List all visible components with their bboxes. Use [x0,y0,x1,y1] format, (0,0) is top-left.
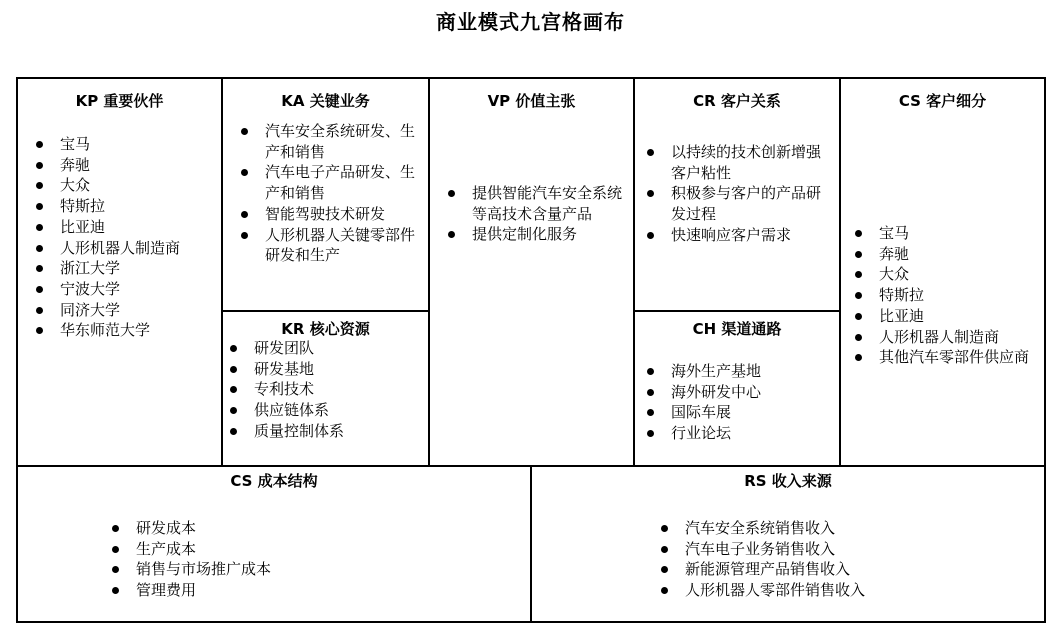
key-activities-list [239,121,423,266]
list-item: 研发成本 [110,518,410,539]
list-item: 人形机器人制造商 [34,238,219,259]
key-activities-title: KA 关键业务 [281,92,370,110]
list-item: 研发基地 [228,359,423,380]
channels-title: CH 渠道通路 [692,320,782,338]
key-partners-list [34,134,219,341]
customer-relationships-cell [635,79,839,310]
list-item: 销售与市场推广成本 [110,559,410,580]
value-proposition-title: VP 价值主张 [487,92,576,110]
list-item: 人形机器人关键零部件研发和生产 [239,225,423,266]
list-item: 人形机器人制造商 [853,327,1041,348]
key-resources-list [228,338,423,442]
revenue-streams-title: RS 收入来源 [744,472,832,490]
list-item: 汽车电子业务销售收入 [659,539,989,560]
list-item: 智能驾驶技术研发 [239,204,423,225]
list-item: 海外研发中心 [645,382,835,403]
value-proposition-cell [430,79,633,465]
key-partners-title: KP 重要伙伴 [75,92,164,110]
list-item: 汽车安全系统研发、生产和销售 [239,121,423,162]
grid-line-right [1044,77,1046,623]
list-item: 快速响应客户需求 [645,225,835,246]
list-item: 特斯拉 [34,196,219,217]
list-item: 研发团队 [228,338,423,359]
list-item: 汽车电子产品研发、生产和销售 [239,162,423,203]
page-title: 商业模式九宫格画布 [436,10,625,34]
list-item: 生产成本 [110,539,410,560]
list-item: 特斯拉 [853,285,1041,306]
list-item: 比亚迪 [853,306,1041,327]
list-item: 比亚迪 [34,217,219,238]
list-item: 宁波大学 [34,279,219,300]
list-item: 汽车安全系统销售收入 [659,518,989,539]
list-item: 国际车展 [645,402,835,423]
customer-relationships-title: CR 客户关系 [693,92,781,110]
list-item: 其他汽车零部件供应商 [853,347,1041,368]
cost-structure-cell [18,467,530,621]
key-activities-cell [223,79,428,310]
customer-segments-cell [841,79,1044,465]
revenue-streams-list [659,518,989,601]
key-resources-title: KR 核心资源 [281,320,370,338]
list-item: 新能源管理产品销售收入 [659,559,989,580]
list-item: 宝马 [853,223,1041,244]
key-resources-cell [223,312,428,465]
cost-structure-list [110,518,410,601]
list-item: 同济大学 [34,300,219,321]
list-item: 奔驰 [853,244,1041,265]
list-item: 提供定制化服务 [446,224,630,245]
list-item: 质量控制体系 [228,421,423,442]
list-item: 积极参与客户的产品研发过程 [645,183,835,224]
channels-list [645,361,835,444]
list-item: 专利技术 [228,379,423,400]
cost-structure-title: CS 成本结构 [230,472,318,490]
customer-segments-list [853,223,1041,368]
list-item: 大众 [853,264,1041,285]
channels-cell [635,312,839,465]
list-item: 海外生产基地 [645,361,835,382]
list-item: 华东师范大学 [34,320,219,341]
customer-relationships-list [645,142,835,246]
list-item: 以持续的技术创新增强客户粘性 [645,142,835,183]
list-item: 提供智能汽车安全系统等高技术含量产品 [446,183,630,224]
list-item: 供应链体系 [228,400,423,421]
list-item: 人形机器人零部件销售收入 [659,580,989,601]
value-proposition-list [446,183,630,245]
key-partners-cell [18,79,221,465]
list-item: 浙江大学 [34,258,219,279]
list-item: 奔驰 [34,155,219,176]
list-item: 大众 [34,175,219,196]
revenue-streams-cell [532,467,1044,621]
customer-segments-title: CS 客户细分 [898,92,987,110]
list-item: 管理费用 [110,580,410,601]
list-item: 行业论坛 [645,423,835,444]
list-item: 宝马 [34,134,219,155]
